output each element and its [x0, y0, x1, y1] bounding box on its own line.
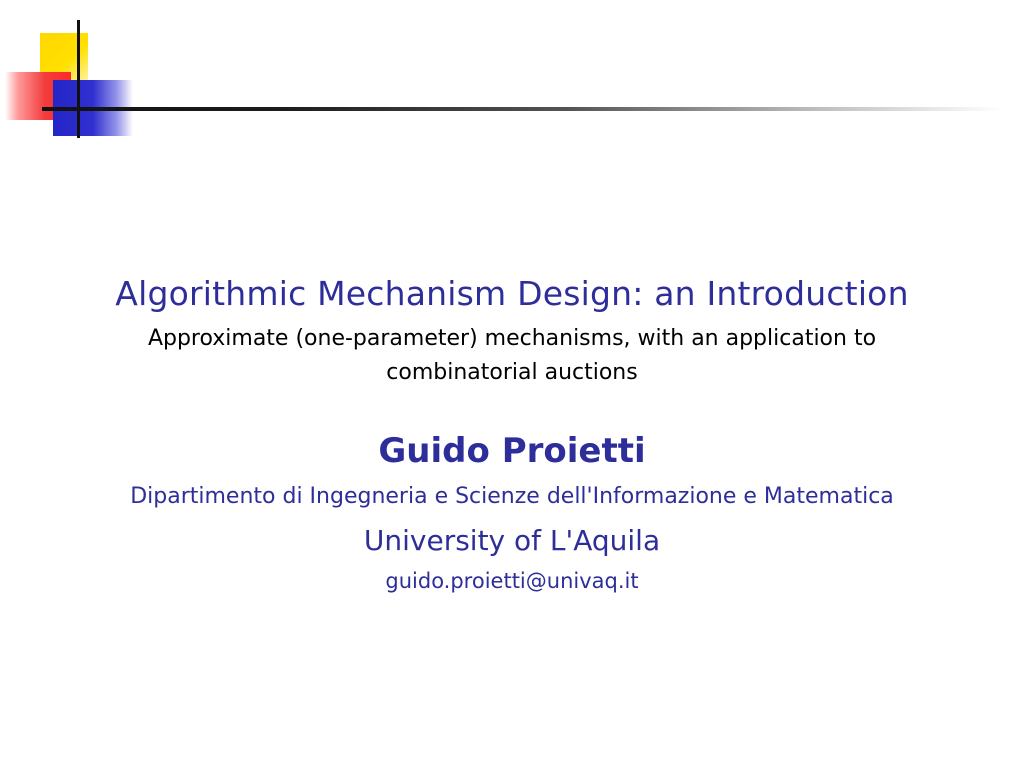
university-name: University of L'Aquila [363, 524, 661, 557]
author-name: Guido Proietti [378, 431, 646, 471]
subtitle-line-1: Approximate (one-parameter) mechanisms, with an application to [147, 326, 877, 351]
author-email[interactable]: guido.proietti@univaq.it [385, 569, 639, 593]
slide-subtitle [20, 322, 1004, 390]
vertical-line-decoration [77, 20, 80, 138]
corner-logo [0, 0, 140, 140]
slide-content [20, 272, 1004, 596]
slide-title: Algorithmic Mechanism Design: an Introduction [115, 274, 909, 313]
subtitle-line-2: combinatorial auctions [386, 360, 638, 385]
department-name: Dipartimento di Ingegneria e Scienze dell'Informazione e Matematica [130, 484, 894, 509]
horizontal-rule-decoration [42, 107, 1002, 111]
